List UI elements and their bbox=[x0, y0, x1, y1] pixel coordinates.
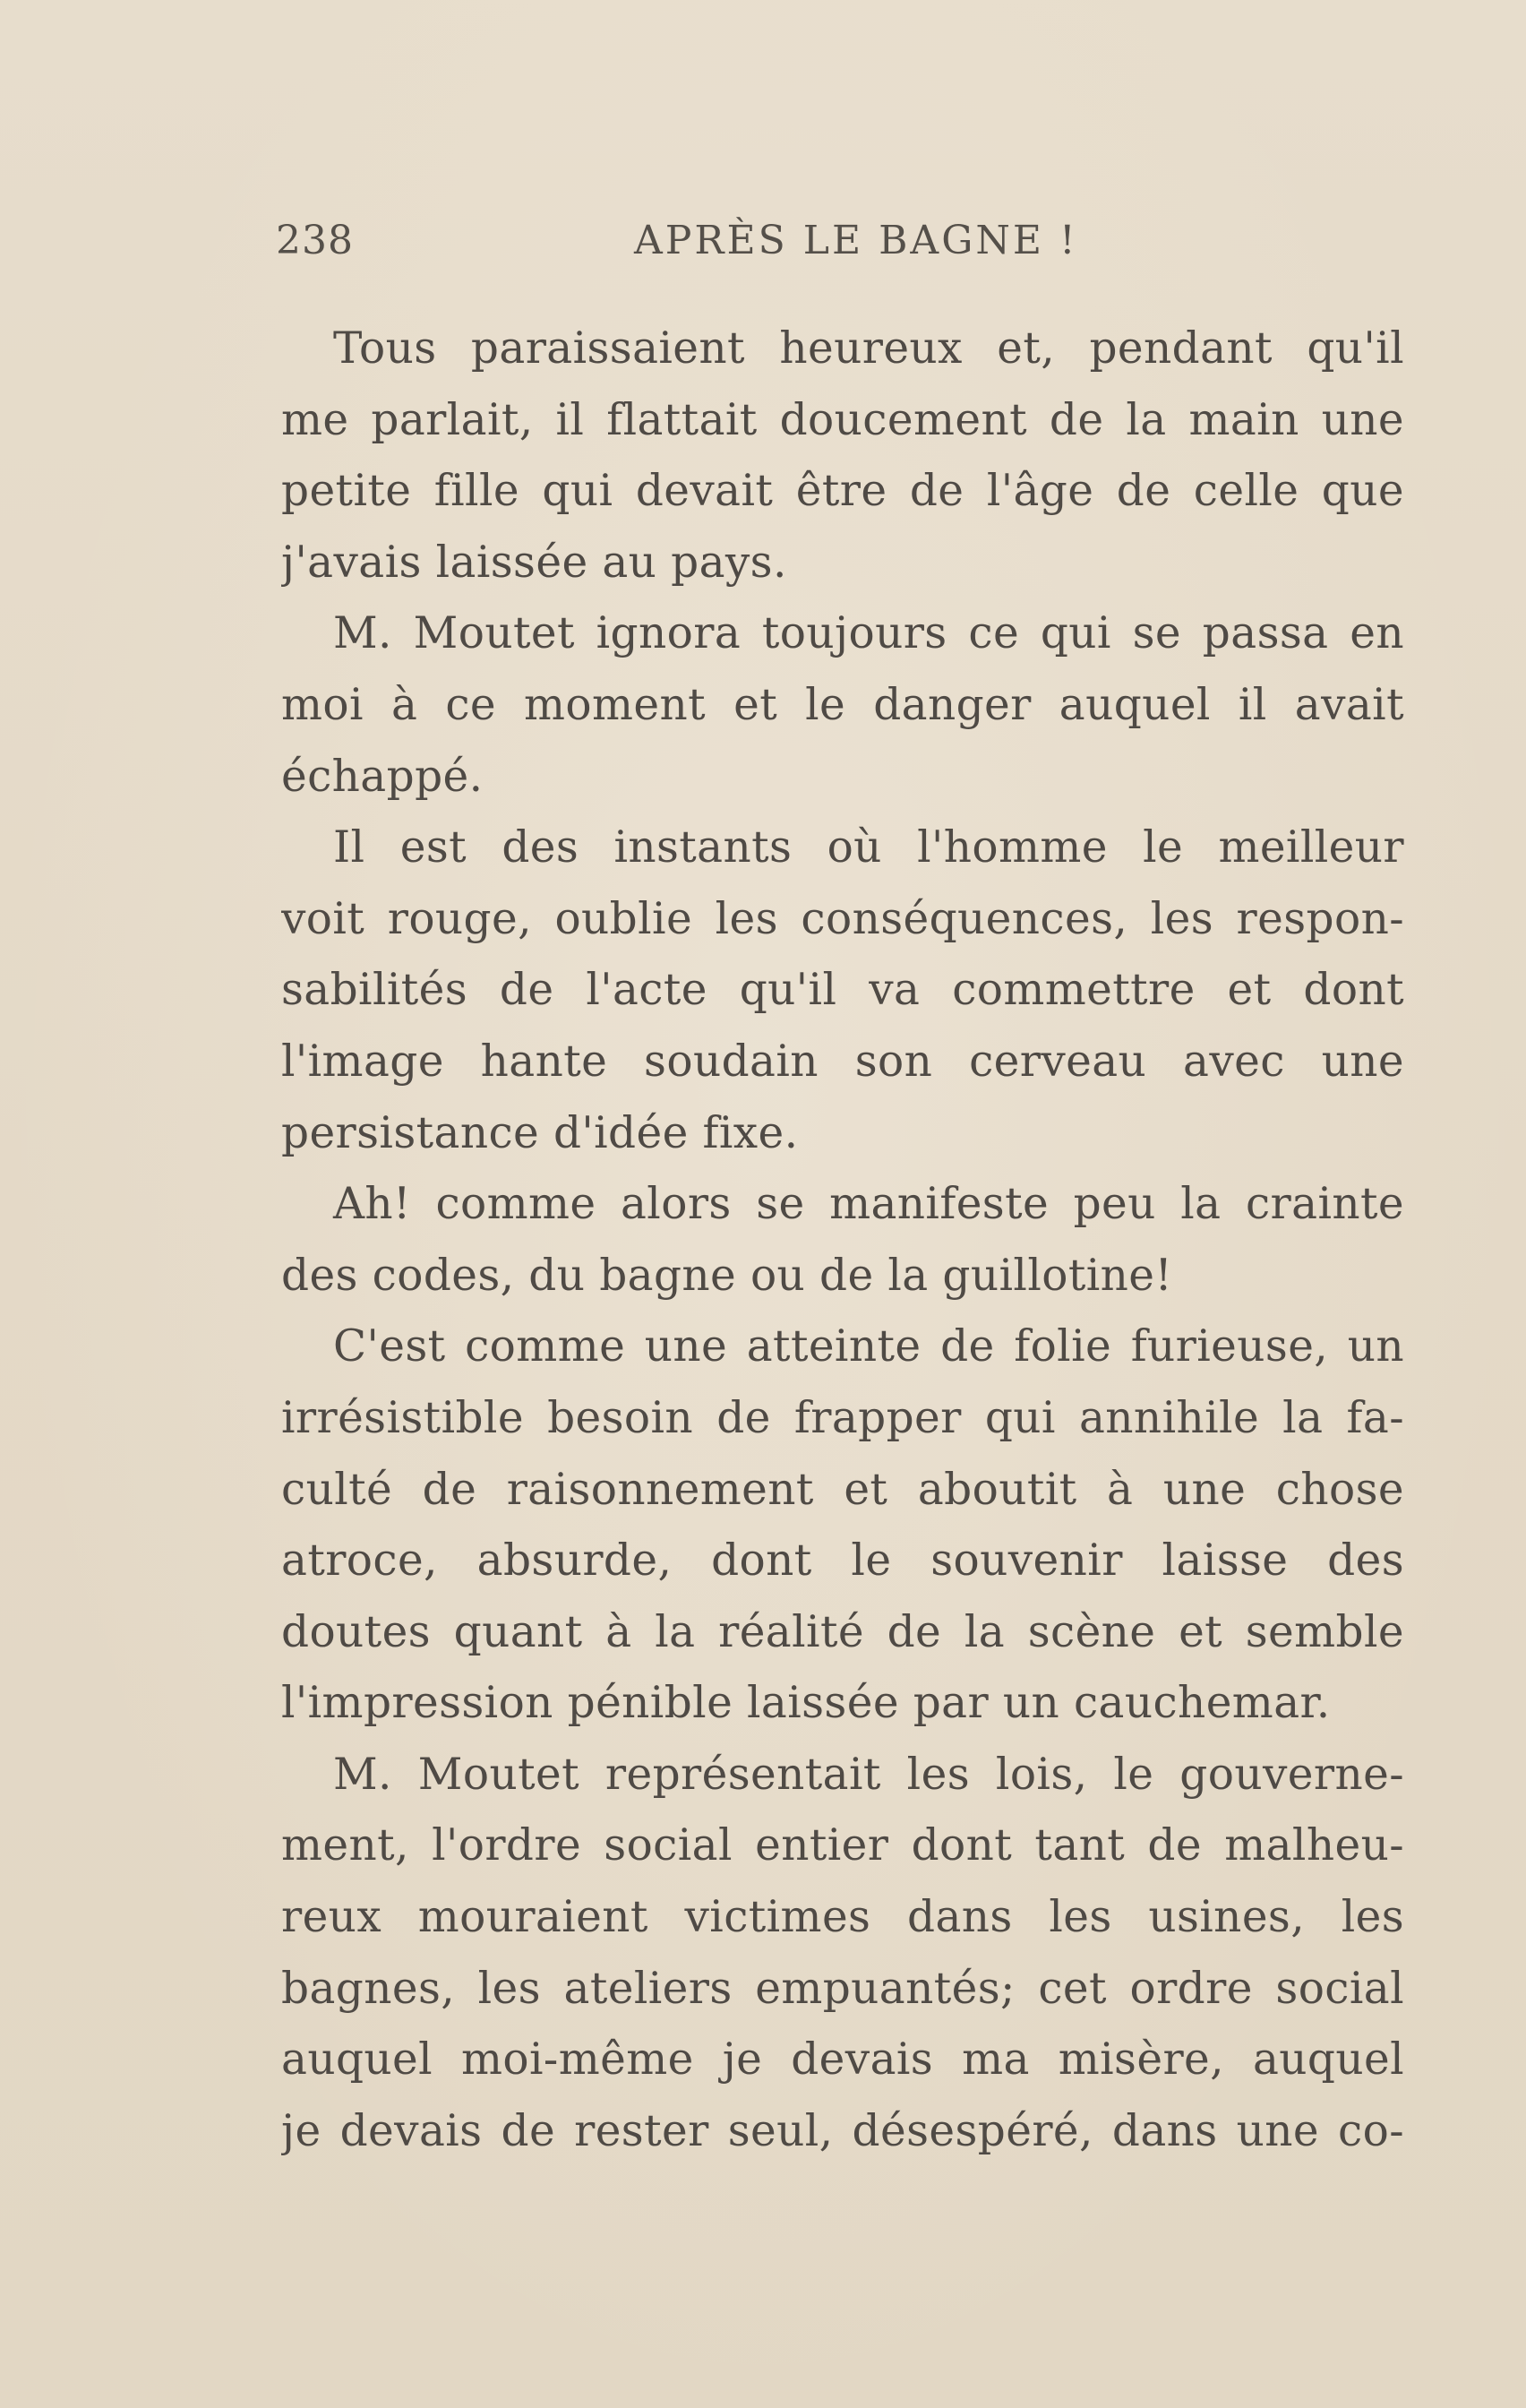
text-line: je devais de rester seul, désespéré, dans une co- bbox=[281, 2105, 1404, 2156]
text-line: j'avais laissée au pays. bbox=[281, 537, 787, 588]
text-line: l'impression pénible laissée par un cauchemar. bbox=[281, 1678, 1331, 1729]
text-line: Il est des instants où l'homme le meilleur bbox=[333, 822, 1404, 873]
text-line: voit rouge, oublie les conséquences, les respon- bbox=[281, 893, 1404, 944]
text-line: moi à ce moment et le danger auquel il avait bbox=[281, 679, 1404, 730]
page-header bbox=[0, 218, 1526, 280]
text-line: des codes, du bagne ou de la guillotine! bbox=[281, 1250, 1173, 1301]
text-line: M. Moutet représentait les lois, le gouverne- bbox=[333, 1749, 1404, 1800]
text-line: reux mouraient victimes dans les usines, les bbox=[281, 1892, 1404, 1943]
page-number: 238 bbox=[276, 218, 354, 263]
text-line: C'est comme une atteinte de folie furieuse, un bbox=[333, 1321, 1404, 1372]
running-title: APRÈS LE BAGNE ! bbox=[634, 218, 1078, 263]
text-line: atroce, absurde, dont le souvenir laisse des bbox=[281, 1535, 1404, 1587]
text-line: ment, l'ordre social entier dont tant de malheu- bbox=[281, 1820, 1404, 1871]
text-line: persistance d'idée fixe. bbox=[281, 1107, 799, 1158]
text-line: M. Moutet ignora toujours ce qui se passa en bbox=[333, 608, 1404, 659]
text-line: sabilités de l'acte qu'il va commettre et dont bbox=[281, 965, 1404, 1016]
text-line: auquel moi-même je devais ma misère, auquel bbox=[281, 2034, 1404, 2086]
text-line: irrésistible besoin de frapper qui annihile la fa- bbox=[281, 1392, 1404, 1443]
text-line: Ah! comme alors se manifeste peu la crainte bbox=[333, 1179, 1404, 1230]
text-line: échappé. bbox=[281, 751, 484, 802]
text-line: culté de raisonnement et aboutit à une chose bbox=[281, 1464, 1404, 1515]
body-text bbox=[281, 314, 1404, 2167]
text-line: doutes quant à la réalité de la scène et semble bbox=[281, 1606, 1404, 1657]
text-line: l'image hante soudain son cerveau avec une bbox=[281, 1036, 1404, 1087]
text-line: petite fille qui devait être de l'âge de celle que bbox=[281, 466, 1404, 517]
text-line: me parlait, il flattait doucement de la main une bbox=[281, 394, 1404, 445]
text-line: Tous paraissaient heureux et, pendant qu'il bbox=[333, 323, 1404, 374]
text-line: bagnes, les ateliers empuantés; cet ordre social bbox=[281, 1963, 1404, 2014]
